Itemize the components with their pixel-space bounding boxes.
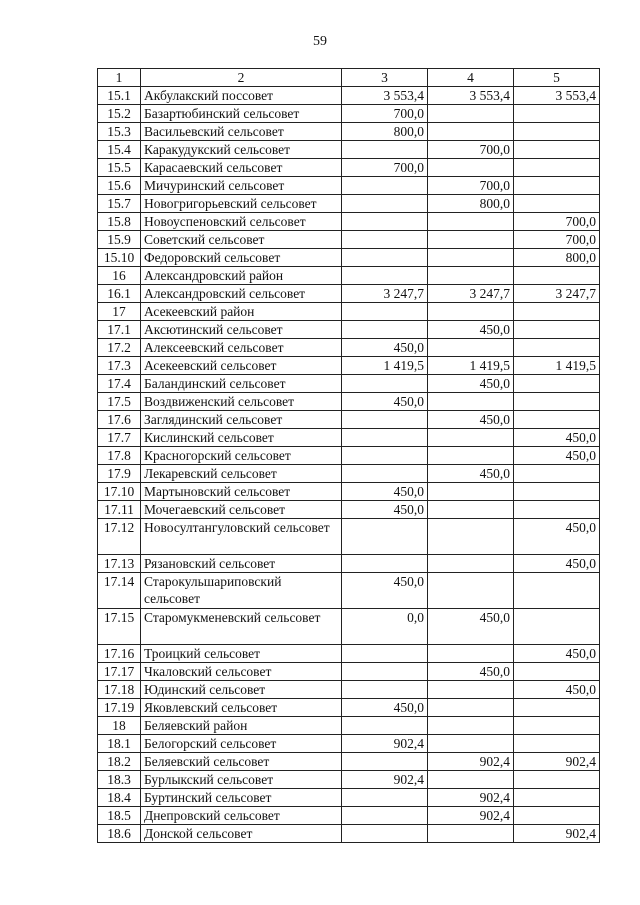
col4-value-cell: 3 247,7 xyxy=(428,285,514,303)
col3-value-cell: 0,0 xyxy=(342,609,428,645)
row-number-cell: 15.8 xyxy=(98,213,141,231)
col5-value-cell xyxy=(514,267,600,285)
col5-value-cell xyxy=(514,717,600,735)
col4-value-cell: 700,0 xyxy=(428,177,514,195)
row-number-cell: 15.6 xyxy=(98,177,141,195)
col5-value-cell xyxy=(514,123,600,141)
row-number-cell: 15.2 xyxy=(98,105,141,123)
col3-value-cell xyxy=(342,753,428,771)
col4-value-cell: 1 419,5 xyxy=(428,357,514,375)
col5-value-cell xyxy=(514,789,600,807)
col3-value-cell: 700,0 xyxy=(342,105,428,123)
col4-value-cell xyxy=(428,393,514,411)
row-number-cell: 17.3 xyxy=(98,357,141,375)
table-row xyxy=(98,555,600,573)
col4-value-cell: 450,0 xyxy=(428,663,514,681)
col3-value-cell xyxy=(342,411,428,429)
name-cell: Чкаловский сельсовет xyxy=(141,663,342,681)
row-number-cell: 17.7 xyxy=(98,429,141,447)
col5-value-cell xyxy=(514,573,600,609)
row-number-cell: 18.2 xyxy=(98,753,141,771)
name-cell: Акбулакский поссовет xyxy=(141,87,342,105)
header-cell-col2: 2 xyxy=(141,69,342,87)
col3-value-cell xyxy=(342,717,428,735)
row-number-cell: 17.13 xyxy=(98,555,141,573)
table-row xyxy=(98,321,600,339)
col4-value-cell xyxy=(428,159,514,177)
row-number-cell: 18.5 xyxy=(98,807,141,825)
row-number-cell: 17.17 xyxy=(98,663,141,681)
table-row xyxy=(98,789,600,807)
table-row xyxy=(98,231,600,249)
col5-value-cell xyxy=(514,339,600,357)
name-cell: Аксютинский сельсовет xyxy=(141,321,342,339)
row-number-cell: 18 xyxy=(98,717,141,735)
name-cell: Троицкий сельсовет xyxy=(141,645,342,663)
table-row xyxy=(98,573,600,609)
row-number-cell: 15.4 xyxy=(98,141,141,159)
col5-value-cell: 450,0 xyxy=(514,519,600,555)
col5-value-cell: 700,0 xyxy=(514,213,600,231)
col3-value-cell: 3 553,4 xyxy=(342,87,428,105)
row-number-cell: 17.19 xyxy=(98,699,141,717)
col4-value-cell: 902,4 xyxy=(428,789,514,807)
table-row xyxy=(98,699,600,717)
row-number-cell: 15.9 xyxy=(98,231,141,249)
col3-value-cell: 902,4 xyxy=(342,735,428,753)
header-row xyxy=(98,69,600,87)
header-cell-col3: 3 xyxy=(342,69,428,87)
col3-value-cell xyxy=(342,267,428,285)
table-row xyxy=(98,663,600,681)
col5-value-cell: 450,0 xyxy=(514,555,600,573)
col4-value-cell: 3 553,4 xyxy=(428,87,514,105)
col3-value-cell xyxy=(342,465,428,483)
col3-value-cell xyxy=(342,231,428,249)
row-number-cell: 17.4 xyxy=(98,375,141,393)
table-row xyxy=(98,465,600,483)
col4-value-cell: 902,4 xyxy=(428,753,514,771)
col3-value-cell xyxy=(342,807,428,825)
row-number-cell: 17 xyxy=(98,303,141,321)
col5-value-cell xyxy=(514,483,600,501)
name-cell: Мартыновский сельсовет xyxy=(141,483,342,501)
col4-value-cell xyxy=(428,501,514,519)
name-cell: Александровский сельсовет xyxy=(141,285,342,303)
col3-value-cell: 450,0 xyxy=(342,501,428,519)
col5-value-cell xyxy=(514,663,600,681)
col4-value-cell: 450,0 xyxy=(428,321,514,339)
col3-value-cell: 450,0 xyxy=(342,393,428,411)
name-cell: Заглядинский сельсовет xyxy=(141,411,342,429)
name-cell: Беляевский район xyxy=(141,717,342,735)
col3-value-cell: 800,0 xyxy=(342,123,428,141)
col3-value-cell: 3 247,7 xyxy=(342,285,428,303)
name-cell: Каракудукский сельсовет xyxy=(141,141,342,159)
page-number: 59 xyxy=(313,34,327,49)
row-number-cell: 15.10 xyxy=(98,249,141,267)
name-cell: Днепровский сельсовет xyxy=(141,807,342,825)
col5-value-cell: 450,0 xyxy=(514,447,600,465)
table-row xyxy=(98,123,600,141)
col4-value-cell xyxy=(428,699,514,717)
col3-value-cell: 450,0 xyxy=(342,339,428,357)
row-number-cell: 18.6 xyxy=(98,825,141,843)
col3-value-cell: 450,0 xyxy=(342,573,428,609)
col3-value-cell: 1 419,5 xyxy=(342,357,428,375)
table-row xyxy=(98,357,600,375)
table-row xyxy=(98,717,600,735)
name-cell: Беляевский сельсовет xyxy=(141,753,342,771)
col3-value-cell xyxy=(342,249,428,267)
name-cell: Яковлевский сельсовет xyxy=(141,699,342,717)
row-number-cell: 18.4 xyxy=(98,789,141,807)
col4-value-cell: 450,0 xyxy=(428,465,514,483)
name-cell: Лекаревский сельсовет xyxy=(141,465,342,483)
col3-value-cell xyxy=(342,555,428,573)
name-cell: Новогригорьевский сельсовет xyxy=(141,195,342,213)
col5-value-cell xyxy=(514,105,600,123)
col3-value-cell xyxy=(342,519,428,555)
table-row xyxy=(98,393,600,411)
col4-value-cell: 902,4 xyxy=(428,807,514,825)
row-number-cell: 15.7 xyxy=(98,195,141,213)
table-row xyxy=(98,339,600,357)
table-row xyxy=(98,519,600,555)
name-cell: Васильевский сельсовет xyxy=(141,123,342,141)
col5-value-cell: 800,0 xyxy=(514,249,600,267)
col5-value-cell xyxy=(514,735,600,753)
table-row xyxy=(98,681,600,699)
col4-value-cell xyxy=(428,519,514,555)
table-body xyxy=(98,69,600,843)
col3-value-cell xyxy=(342,195,428,213)
col3-value-cell: 700,0 xyxy=(342,159,428,177)
name-cell: Белогорский сельсовет xyxy=(141,735,342,753)
row-number-cell: 16 xyxy=(98,267,141,285)
col3-value-cell: 450,0 xyxy=(342,699,428,717)
col5-value-cell xyxy=(514,609,600,645)
table-row xyxy=(98,753,600,771)
col4-value-cell xyxy=(428,735,514,753)
table-row xyxy=(98,609,600,645)
col4-value-cell xyxy=(428,681,514,699)
col5-value-cell xyxy=(514,411,600,429)
table-row xyxy=(98,825,600,843)
row-number-cell: 18.3 xyxy=(98,771,141,789)
col4-value-cell xyxy=(428,231,514,249)
col4-value-cell xyxy=(428,339,514,357)
table-row xyxy=(98,105,600,123)
col3-value-cell xyxy=(342,681,428,699)
table-row xyxy=(98,771,600,789)
col5-value-cell xyxy=(514,699,600,717)
col4-value-cell xyxy=(428,645,514,663)
col4-value-cell: 800,0 xyxy=(428,195,514,213)
col5-value-cell: 902,4 xyxy=(514,753,600,771)
col3-value-cell xyxy=(342,663,428,681)
col4-value-cell xyxy=(428,573,514,609)
col5-value-cell xyxy=(514,501,600,519)
col4-value-cell xyxy=(428,105,514,123)
row-number-cell: 17.2 xyxy=(98,339,141,357)
col3-value-cell: 450,0 xyxy=(342,483,428,501)
col5-value-cell: 3 247,7 xyxy=(514,285,600,303)
name-cell: Кислинский сельсовет xyxy=(141,429,342,447)
name-cell: Красногорский сельсовет xyxy=(141,447,342,465)
name-cell: Карасаевский сельсовет xyxy=(141,159,342,177)
col4-value-cell: 450,0 xyxy=(428,375,514,393)
table-row xyxy=(98,141,600,159)
name-cell: Базартюбинский сельсовет xyxy=(141,105,342,123)
name-cell: Асекеевский сельсовет xyxy=(141,357,342,375)
col4-value-cell xyxy=(428,825,514,843)
name-cell: Старокульшариповский сельсовет xyxy=(141,573,342,609)
col5-value-cell: 902,4 xyxy=(514,825,600,843)
col3-value-cell: 902,4 xyxy=(342,771,428,789)
table-row xyxy=(98,501,600,519)
col5-value-cell xyxy=(514,177,600,195)
col3-value-cell xyxy=(342,825,428,843)
name-cell: Алексеевский сельсовет xyxy=(141,339,342,357)
table-row xyxy=(98,429,600,447)
row-number-cell: 15.3 xyxy=(98,123,141,141)
table-row xyxy=(98,195,600,213)
name-cell: Александровский район xyxy=(141,267,342,285)
table-row xyxy=(98,87,600,105)
name-cell: Воздвиженский сельсовет xyxy=(141,393,342,411)
name-cell: Старомукменевский сельсовет xyxy=(141,609,342,645)
col4-value-cell xyxy=(428,267,514,285)
header-cell-col5: 5 xyxy=(514,69,600,87)
col4-value-cell xyxy=(428,249,514,267)
col3-value-cell xyxy=(342,645,428,663)
table-row xyxy=(98,285,600,303)
table-row xyxy=(98,177,600,195)
name-cell: Советский сельсовет xyxy=(141,231,342,249)
table-row xyxy=(98,483,600,501)
table-row xyxy=(98,411,600,429)
col3-value-cell xyxy=(342,213,428,231)
col5-value-cell xyxy=(514,465,600,483)
col4-value-cell: 450,0 xyxy=(428,609,514,645)
table-row xyxy=(98,249,600,267)
header-cell-col4: 4 xyxy=(428,69,514,87)
col5-value-cell xyxy=(514,141,600,159)
name-cell: Асекеевский район xyxy=(141,303,342,321)
header-cell-col1: 1 xyxy=(98,69,141,87)
row-number-cell: 17.18 xyxy=(98,681,141,699)
table-row xyxy=(98,807,600,825)
row-number-cell: 15.1 xyxy=(98,87,141,105)
name-cell: Донской сельсовет xyxy=(141,825,342,843)
table-row xyxy=(98,645,600,663)
row-number-cell: 17.6 xyxy=(98,411,141,429)
name-cell: Мочегаевский сельсовет xyxy=(141,501,342,519)
name-cell: Буртинский сельсовет xyxy=(141,789,342,807)
budget-table xyxy=(97,68,600,843)
col4-value-cell xyxy=(428,717,514,735)
table-row xyxy=(98,303,600,321)
table-row xyxy=(98,447,600,465)
col3-value-cell xyxy=(342,429,428,447)
row-number-cell: 17.5 xyxy=(98,393,141,411)
col3-value-cell xyxy=(342,321,428,339)
row-number-cell: 17.12 xyxy=(98,519,141,555)
row-number-cell: 17.15 xyxy=(98,609,141,645)
col5-value-cell: 450,0 xyxy=(514,429,600,447)
row-number-cell: 17.11 xyxy=(98,501,141,519)
table-row xyxy=(98,267,600,285)
col5-value-cell xyxy=(514,303,600,321)
col5-value-cell: 3 553,4 xyxy=(514,87,600,105)
row-number-cell: 17.14 xyxy=(98,573,141,609)
col4-value-cell: 450,0 xyxy=(428,411,514,429)
row-number-cell: 18.1 xyxy=(98,735,141,753)
col3-value-cell xyxy=(342,303,428,321)
col5-value-cell: 450,0 xyxy=(514,645,600,663)
name-cell: Мичуринский сельсовет xyxy=(141,177,342,195)
col3-value-cell xyxy=(342,375,428,393)
col4-value-cell xyxy=(428,555,514,573)
name-cell: Новоуспеновский сельсовет xyxy=(141,213,342,231)
col4-value-cell xyxy=(428,771,514,789)
table-row xyxy=(98,375,600,393)
row-number-cell: 17.1 xyxy=(98,321,141,339)
row-number-cell: 17.8 xyxy=(98,447,141,465)
name-cell: Рязановский сельсовет xyxy=(141,555,342,573)
name-cell: Бурлыкский сельсовет xyxy=(141,771,342,789)
col3-value-cell xyxy=(342,141,428,159)
row-number-cell: 17.10 xyxy=(98,483,141,501)
col5-value-cell xyxy=(514,195,600,213)
col5-value-cell xyxy=(514,375,600,393)
col4-value-cell xyxy=(428,123,514,141)
col5-value-cell xyxy=(514,393,600,411)
col5-value-cell: 450,0 xyxy=(514,681,600,699)
col5-value-cell xyxy=(514,321,600,339)
table-row xyxy=(98,735,600,753)
name-cell: Новосултангуловский сельсовет xyxy=(141,519,342,555)
col5-value-cell xyxy=(514,159,600,177)
table-row xyxy=(98,159,600,177)
name-cell: Федоровский сельсовет xyxy=(141,249,342,267)
col3-value-cell xyxy=(342,789,428,807)
name-cell: Юдинский сельсовет xyxy=(141,681,342,699)
col4-value-cell xyxy=(428,213,514,231)
col4-value-cell xyxy=(428,483,514,501)
row-number-cell: 17.16 xyxy=(98,645,141,663)
col4-value-cell xyxy=(428,447,514,465)
col5-value-cell xyxy=(514,807,600,825)
col3-value-cell xyxy=(342,447,428,465)
col5-value-cell xyxy=(514,771,600,789)
row-number-cell: 17.9 xyxy=(98,465,141,483)
col5-value-cell: 1 419,5 xyxy=(514,357,600,375)
col4-value-cell xyxy=(428,429,514,447)
name-cell: Баландинский сельсовет xyxy=(141,375,342,393)
row-number-cell: 16.1 xyxy=(98,285,141,303)
col4-value-cell: 700,0 xyxy=(428,141,514,159)
row-number-cell: 15.5 xyxy=(98,159,141,177)
col3-value-cell xyxy=(342,177,428,195)
col4-value-cell xyxy=(428,303,514,321)
col5-value-cell: 700,0 xyxy=(514,231,600,249)
table-row xyxy=(98,213,600,231)
